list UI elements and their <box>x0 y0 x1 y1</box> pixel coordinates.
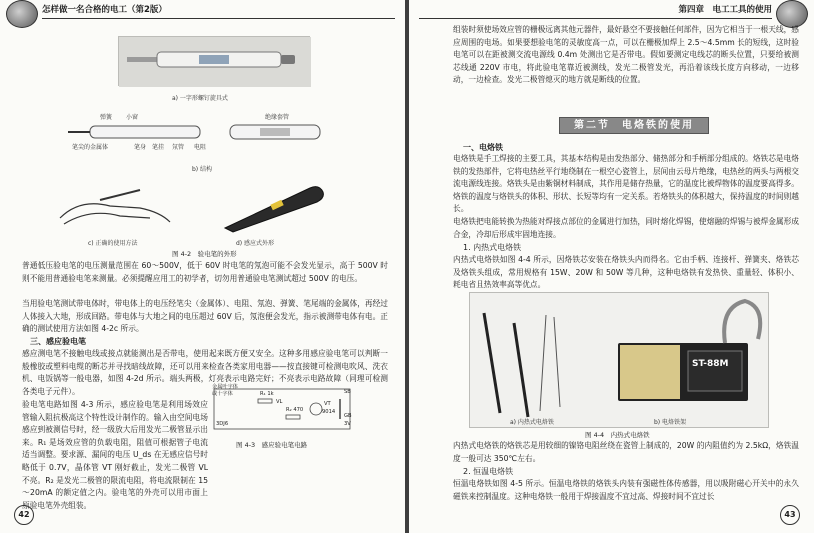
label-insulation-sleeve: 绝缘套管 <box>265 114 290 121</box>
figure-caption-b: b) 结构 <box>192 166 213 173</box>
right-page-header: 第四章 电工工具的使用 <box>419 4 772 19</box>
screwdriver-pen-icon <box>119 37 311 87</box>
circuit-label-cross: 或十字体 <box>212 391 233 397</box>
circuit-label-3dj6: 3DJ6 <box>216 421 229 427</box>
figure-caption-c: c) 正确的使用方法 <box>88 240 138 247</box>
figure-4-4-caption-a: a) 内热式电烙铁 <box>510 419 554 426</box>
subheading-internal-heat: 1. 内热式电烙铁 <box>463 243 522 252</box>
iron-stand-icon <box>618 301 760 401</box>
figure-4-4-title: 图 4-4 内热式电烙铁 <box>585 431 650 439</box>
right-page <box>409 0 814 533</box>
figure-caption-a: a) 一字形螺钉旋具式 <box>172 95 228 102</box>
circuit-label-3v: 3V <box>344 421 351 427</box>
section-heading-induction-pen: 三、感应验电笔 <box>30 337 86 346</box>
right-page-number: 43 <box>780 505 800 525</box>
figure-4-2a-image <box>118 36 310 86</box>
section-banner-soldering-iron: 第二节 电烙铁的使用 <box>559 117 709 134</box>
circuit-label-gb: GB <box>344 413 352 419</box>
figure-caption-d: d) 感应式外形 <box>236 240 275 247</box>
paragraph-internal-heat: 内热式电烙铁如图 4-4 所示，因烙铁芯安装在烙铁头内而得名。它由手柄、连接杆、弹簧夹、烙铁芯及烙铁头组成，常用规格有 15W、20W 和 50W 等几种，这种电烙铁有发热快、重量轻、体积小、耗电省且热效率高等优点。 <box>453 255 799 290</box>
label-body: 笔身 <box>134 144 147 151</box>
subheading-constant-temp: 2. 恒温电烙铁 <box>463 467 514 476</box>
figure-4-3-title: 图 4-3 感应验电笔电路 <box>236 441 308 449</box>
soldering-iron-icon <box>484 313 560 417</box>
circuit-label-9014: 9014 <box>322 409 336 415</box>
paragraph-iron-structure: 电烙铁是手工焊接的主要工具，其基本结构是由发热部分、储热部分和手柄部分组成的。烙铁芯是电烙铁的发热部件，它将电热丝平行地绕制在一根空心瓷管上，层间由云母片绝缘，电热丝的两头与两根交流电源线连接。烙铁头是由紫铜材料制成，其作用是储存热量，它的温度比被焊物体的温度要高得多。烙铁的温度与烙铁头的体积、形状、长短等均有一定关系。若烙铁头的体积越大，保持温度的时间则越长。 <box>453 154 799 214</box>
paragraph-voltage-range: 普通低压验电笔的电压测量范围在 60～500V，低于 60V 时电笔的氖泡可能不会发光显示，高于 500V 时则不能用普通验电笔来测量。必须提醒应用工的初学者，切勿用普通验电笔测试超过 500V 的电压。 <box>22 261 388 283</box>
label-clip: 笔挂 <box>152 144 165 151</box>
paragraph-iron-function: 电烙铁把电能转换为热能对焊接点部位的金属进行加热，同时熔化焊锡，使熔融的焊锡与被焊金属形成合金，冷却后形成牢固地连接。 <box>453 217 799 239</box>
subheading-soldering-iron: 一、电烙铁 <box>463 143 503 152</box>
paragraph-assembly-note: 组装时须使场效应管的栅极远离其他元器件，最好悬空不要接触任何部件，因为它相当于一根天线，感应周围的电场。如果要想验电笔的灵敏度高一点，可以在栅极加焊上 2.5～4.5mm 长的短线，这时验电笔可以在距被测交流电源线 0.4m 处测出它是否带电。假如要测定电线芯的断头位置，只要给被测芯线通 220V 市电，将此验电笔靠近被测线，发光二极管发光，再沿着该线长度方向移动，一边移动，一边检查。发光二极管熄灭的地方就是断线的位置。 <box>453 25 799 85</box>
mascot-icon <box>6 0 38 28</box>
left-page-number: 42 <box>14 505 34 525</box>
figure-4-4-caption-b: b) 电烙铁架 <box>654 419 687 426</box>
figure-4-2d-image <box>215 180 335 234</box>
label-spring: 弹簧 <box>100 114 113 121</box>
paragraph-heater-core: 内热式电烙铁的烙铁芯是用较细的镍铬电阻丝绕在瓷管上制成的，20W 的内阻值约为 2.5kΩ，烙铁温度一般可达 350℃左右。 <box>453 441 799 463</box>
paragraph-test-principle: 当用验电笔测试带电体时，带电体上的电压经笔尖（金属体）、电阻、氖泡、弹簧、笔尾端的金属体，再经过人体接入大地，形成回路。带电体与大地之间的电压超过 60V 后，氖泡便会发光，指示被测带电体有电。正确的测试使用方法如图 4-2c 所示。 <box>22 299 388 334</box>
circuit-label-r1: R₁ 1k <box>260 391 274 397</box>
circuit-label-r2: R₂ 470 <box>286 407 304 413</box>
paragraph-circuit: 验电笔电路如图 4-3 所示，感应验电笔是利用场效应管输入阻抗极高这个特性设计制作的。输入由空间电场感应到被测信号时，经一级放大后用发光二极管显示出来。R₁ 是场效应管的负载电阻，阻值可根据管子电流适当调整。要求源、漏间的电压 U_ds 在无感应信号时略低于 0.7V，晶体管 VT 刚好截止，发光二极管 VL 不亮。R₂ 是发光二极管的限流电阻，将电流限制在 15～20mA 的额定值之内。验电笔的外壳可以用市面上原验电笔外壳组装。 <box>22 400 208 510</box>
label-neon-tube: 氖管 <box>172 144 185 151</box>
stand-brand-label: ST-88M <box>692 359 729 369</box>
left-page <box>0 0 405 533</box>
label-tip-metal: 笔尖的金属体 <box>72 144 109 151</box>
circuit-label-vt: VT <box>324 401 331 407</box>
figure-4-2-title: 图 4-2 验电笔的外形 <box>172 250 237 258</box>
circuit-label-vl: VL <box>276 399 283 405</box>
label-resistor: 电阻 <box>194 144 207 151</box>
figure-4-4-image <box>469 292 769 428</box>
circuit-label-metal-word: 金属叶字体 <box>212 384 238 390</box>
hand-holding-pen-icon <box>50 178 190 234</box>
label-window: 小窗 <box>126 114 139 121</box>
circuit-label-sb: SB <box>344 389 351 395</box>
induction-pen-icon <box>215 180 335 234</box>
paragraph-circuit-cont <box>22 449 388 501</box>
figure-4-2b-diagram <box>60 108 350 160</box>
circuit-diagram <box>208 385 356 437</box>
figure-4-2c-image <box>50 178 190 234</box>
left-page-header: 怎样做一名合格的电工（第2版） <box>42 4 395 19</box>
paragraph-induction-pen: 感应测电笔不接触电线或接点就能测出是否带电，使用起来既方便又安全。这种多用感应验电笔可以判断一般橡胶或塑料电缆的断芯并寻找暗线故障，还可以用来检查各类家用电器——按直接键可检测电吹风、洗衣机、电饭锅等一般电器，如图 4-2d 所示。端头两极，灯亮表示电路完好；不亮表示电路故障（同理可检测各类电子元件）。 <box>22 349 388 396</box>
paragraph-constant-temp: 恒温电烙铁如图 4-5 所示。恒温电烙铁的烙铁头内装有强磁性体传感器，用以吸附磁心开关中的永久磁铁来控制温度。这种电烙铁一般用于焊接温度不宜过高、焊接时间不宜过长 <box>453 479 799 501</box>
